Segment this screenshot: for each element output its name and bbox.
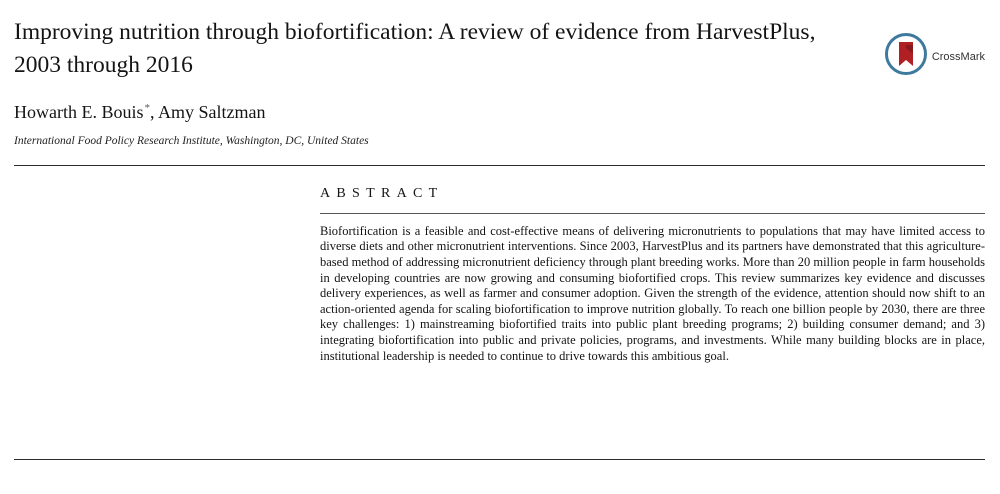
abstract-heading: ABSTRACT [320,185,444,201]
crossmark-icon [884,32,928,81]
abstract-section [320,186,985,364]
abstract-divider [320,213,985,214]
crossmark-label: CrossMark [931,50,985,63]
header-divider [14,165,985,166]
affiliation: International Food Policy Research Institute, Washington, DC, United States [14,134,369,147]
author-name-1: Howarth E. Bouis [14,101,144,122]
footer-divider [14,459,985,460]
author-name-2: Amy Saltzman [158,101,266,122]
abstract-text: Biofortification is a feasible and cost-effective means of delivering micronutrients to populations that may have limited access to diverse diets and other micronutrient interventions. Since 2003, HarvestPlus and its partners have demonstrated that this agriculture-based method of addressing micronutrient deficiency through plant breeding works. More than 20 million people in farm households in developing countries are now growing and consuming biofortified crops. This review summarizes key evidence and discusses delivery experiences, as well as farmer and consumer adoption. Given the strength of the evidence, attention should now shift to an action-oriented agenda for scaling biofortification to improve nutrition globally. To reach one billion people by 2030, there are three key challenges: 1) mainstreaming biofortified traits into public plant breeding programs; 2) building consumer demand; and 3) integrating biofortification into public and private policies, programs, and investments. While many building blocks are in place, institutional leadership is needed to continue to drive towards this ambitious goal. [320,223,985,363]
paper-title: Improving nutrition through biofortification: A review of evidence from HarvestPlus, 2003 through 2016 [14,19,816,78]
paper-header [14,16,985,82]
crossmark-badge[interactable] [884,32,985,81]
author-separator: , [150,101,159,122]
corresponding-author-mark[interactable]: * [144,101,150,114]
authors-line [14,102,985,123]
